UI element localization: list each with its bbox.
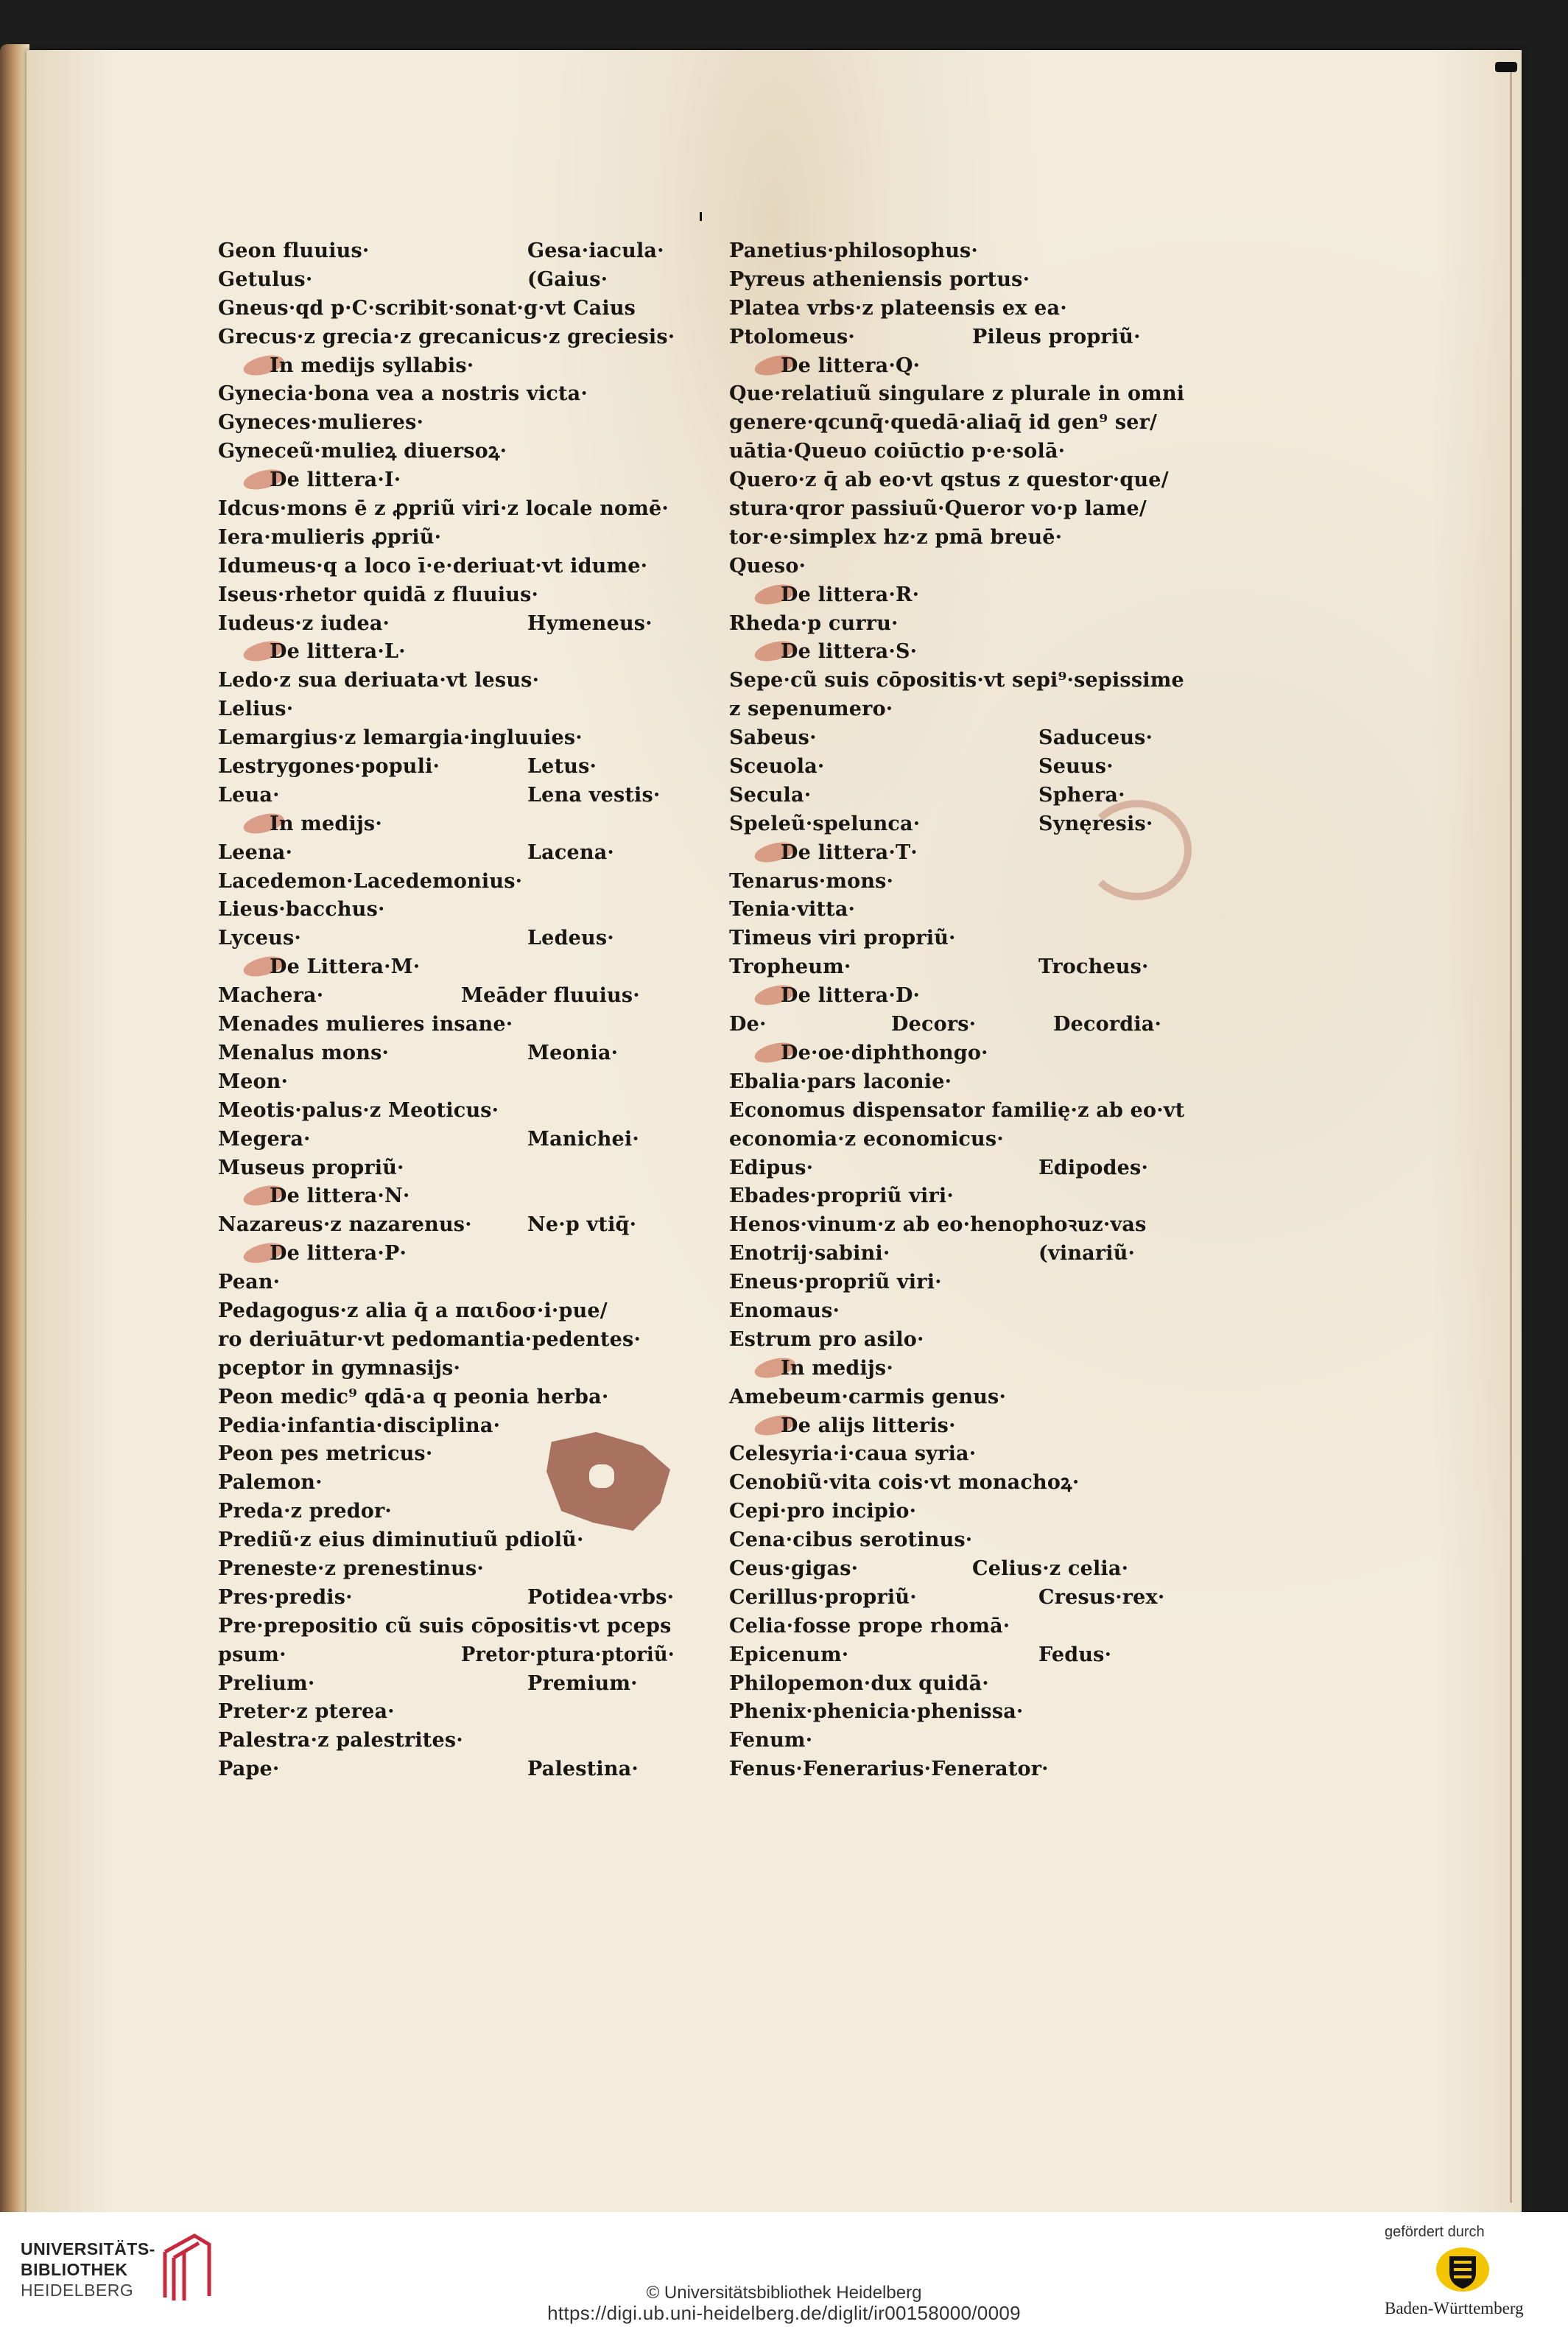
viewer-footer — [0, 2212, 1568, 2327]
lemma-text: Megera· — [218, 1127, 311, 1151]
lemma-entry — [729, 896, 1186, 924]
lemma-entry — [729, 266, 1186, 295]
lemma-text: Fedus· — [1038, 1643, 1112, 1666]
lemma-entry — [218, 1011, 675, 1039]
lemma-entry — [729, 1068, 1186, 1097]
lemma-entry — [218, 1297, 675, 1326]
lemma-entry — [729, 524, 1186, 552]
lemma-entry — [729, 1211, 1186, 1240]
lemma-entry — [729, 1240, 1186, 1268]
lemma-text: Pre·prepositio cũ suis cōpositis·vt pceps — [218, 1614, 672, 1638]
lemma-entry — [218, 552, 675, 581]
lemma-entry — [218, 1584, 675, 1612]
lemma-text: Cresus·rex· — [1038, 1585, 1165, 1609]
lemma-text: Ebades·propriũ viri· — [729, 1184, 954, 1208]
lemma-entry — [218, 1154, 675, 1183]
lemma-text: stura·qror passiuũ·Queror vo·p lame/ — [729, 497, 1147, 521]
lemma-text: Meotis·palus·z Meoticus· — [218, 1098, 499, 1122]
lemma-text: Prediũ·z eius diminutiuũ pdiolũ· — [218, 1528, 584, 1552]
lemma-text: Gneus·qd p·C·scribit·sonat·g·vt Caius — [218, 296, 636, 320]
lemma-entry — [218, 323, 675, 352]
lemma-text: Pileus propriũ· — [972, 325, 1141, 348]
section-heading — [729, 581, 1186, 610]
lemma-text: Pape· — [218, 1758, 280, 1781]
lemma-entry — [729, 953, 1186, 982]
lemma-text: Henos·vinum·z ab eo·henophoꝛuz·vas — [729, 1213, 1147, 1237]
lemma-text: pceptor in gymnasijs· — [218, 1356, 461, 1380]
lemma-text: tor·e·simplex hz·z pmā breuē· — [729, 525, 1063, 549]
lemma-entry — [729, 810, 1186, 839]
lemma-entry — [218, 1440, 675, 1469]
lemma-text: Lacedemon·Lacedemonius· — [218, 869, 523, 893]
lemma-text: Timeus viri propriũ· — [729, 927, 956, 950]
lemma-entry — [218, 438, 675, 466]
lemma-text: Palestra·z palestrites· — [218, 1729, 463, 1752]
lemma-entry — [218, 295, 675, 323]
lemma-entry — [218, 380, 675, 409]
lemma-text: Letus· — [527, 755, 597, 779]
lemma-entry — [218, 1612, 675, 1641]
lemma-entry — [218, 924, 675, 953]
lemma-text: Lyceus· — [218, 927, 301, 950]
lemma-text: Phenix·phenicia·phenissa· — [729, 1700, 1024, 1724]
section-heading — [218, 1182, 675, 1211]
lemma-entry — [218, 782, 675, 810]
column-mark — [700, 212, 702, 221]
lemma-entry — [729, 1727, 1186, 1755]
library-name-line1: UNIVERSITÄTS- — [21, 2239, 155, 2258]
lemma-text: Tropheum· — [729, 955, 851, 979]
lemma-text: Gyneceũ·mulieꝝ diuersoꝝ· — [218, 440, 507, 463]
lemma-entry — [218, 695, 675, 724]
lemma-text: Sabeus· — [729, 726, 817, 750]
lemma-text: Economus dispensator familię·z ab eo·vt — [729, 1098, 1185, 1122]
lemma-entry — [218, 524, 675, 552]
lemma-text: Pedagogus·z alia q̄ a παιδοσ·i·pue/ — [218, 1299, 608, 1322]
lemma-entry — [729, 409, 1186, 438]
lemma-text: Idumeus·q a loco ī·e·deriuat·vt idume· — [218, 554, 648, 578]
lemma-entry — [729, 438, 1186, 466]
lemma-text: Pean· — [218, 1271, 281, 1294]
lemma-entry — [729, 1469, 1186, 1498]
section-heading-text: In medijs· — [270, 812, 382, 835]
section-heading-text: In medijs syllabis· — [270, 354, 474, 377]
lemma-text: Edipus· — [729, 1156, 814, 1179]
lemma-text: Decors· — [891, 1013, 977, 1036]
lemma-text: Preneste·z prenestinus· — [218, 1556, 484, 1580]
lemma-text: Iera·mulieris ꝓpriũ· — [218, 525, 442, 549]
section-heading — [729, 1412, 1186, 1441]
lemma-text: Machera· — [218, 984, 324, 1008]
lemma-entry — [218, 1211, 675, 1240]
lemma-entry — [729, 1698, 1186, 1727]
lemma-entry — [218, 896, 675, 924]
lemma-text: Palestina· — [527, 1758, 639, 1781]
section-heading-text: De littera·T· — [781, 840, 918, 864]
lemma-text: Iudeus·z iudea· — [218, 611, 390, 635]
lemma-entry — [729, 667, 1186, 695]
lemma-entry — [729, 1182, 1186, 1211]
section-heading — [729, 352, 1186, 381]
lemma-text: Iseus·rhetor quidā z fluuius· — [218, 583, 539, 606]
lemma-entry — [729, 1126, 1186, 1154]
lemma-entry — [218, 1039, 675, 1068]
lemma-text: Decordia· — [1053, 1013, 1162, 1036]
section-heading-text: De·oe·diphthongo· — [781, 1041, 988, 1064]
lemma-text: Synęresis· — [1038, 812, 1153, 835]
lemma-text: Preda·z predor· — [218, 1500, 393, 1523]
lemma-entry — [729, 1584, 1186, 1612]
lemma-text: Celius·z celia· — [972, 1556, 1129, 1580]
lemma-text: Menades mulieres insane· — [218, 1013, 513, 1036]
lemma-text: Manichei· — [527, 1127, 639, 1151]
lemma-text: Gesa·iacula· — [527, 239, 664, 262]
lemma-entry — [729, 380, 1186, 409]
lemma-text: Amebeum·carmis genus· — [729, 1385, 1007, 1408]
book-spine — [0, 44, 29, 2217]
lemma-entry — [729, 753, 1186, 782]
lemma-text: Secula· — [729, 783, 812, 807]
lemma-text: Edipodes· — [1038, 1156, 1149, 1179]
lemma-entry — [218, 1641, 675, 1670]
lemma-text: Sphera· — [1038, 783, 1125, 807]
lemma-text: Pres·predis· — [218, 1585, 353, 1609]
section-heading-text: De littera·L· — [270, 640, 406, 664]
lemma-text: Pretor·ptura·ptoriũ· — [461, 1643, 675, 1666]
lemma-text: Cenobiũ·vita cois·vt monachoꝝ· — [729, 1471, 1080, 1495]
lemma-text: Lacena· — [527, 840, 615, 864]
lemma-text: Enomaus· — [729, 1299, 840, 1322]
lemma-entry — [729, 1755, 1186, 1784]
library-name-line3: HEIDELBERG — [21, 2281, 134, 2300]
lemma-entry — [729, 695, 1186, 724]
lemma-text: Sepe·cũ suis cōpositis·vt sepi⁹·sepissime — [729, 669, 1184, 692]
lemma-text: Rheda·p curru· — [729, 611, 899, 635]
lemma-text: Idcus·mons ē z ꝓpriũ viri·z locale nomē· — [218, 497, 669, 521]
lemma-text: Philopemon·dux quidā· — [729, 1671, 989, 1695]
lemma-text: psum· — [218, 1643, 286, 1666]
right-text-column — [729, 237, 1186, 1784]
lemma-text: Seuus· — [1038, 755, 1114, 779]
section-heading-text: De alijs litteris· — [781, 1414, 956, 1437]
lemma-text: Ebalia·pars laconie· — [729, 1070, 952, 1093]
section-heading — [218, 953, 675, 982]
lemma-entry — [218, 868, 675, 896]
section-heading-text: De littera·D· — [781, 984, 921, 1008]
lemma-text: Saduceus· — [1038, 726, 1153, 750]
lemma-entry — [218, 409, 675, 438]
lemma-text: Tenarus·mons· — [729, 869, 894, 893]
lemma-text: Meāder fluuius· — [461, 984, 640, 1008]
section-heading — [218, 638, 675, 667]
section-heading-text: In medijs· — [781, 1356, 893, 1380]
lemma-text: Trocheus· — [1038, 955, 1149, 979]
lemma-entry — [729, 610, 1186, 639]
lemma-text: Cerillus·propriũ· — [729, 1585, 917, 1609]
lemma-entry — [218, 667, 675, 695]
lemma-entry — [218, 839, 675, 868]
page-edge-mark — [1495, 62, 1517, 72]
lemma-entry — [729, 1011, 1186, 1039]
lemma-entry — [218, 1755, 675, 1784]
lemma-entry — [729, 1268, 1186, 1297]
lemma-text: Platea vrbs·z plateensis ex ea· — [729, 296, 1067, 320]
lemma-text: Meon· — [218, 1070, 289, 1093]
lemma-entry — [729, 1326, 1186, 1355]
lemma-entry — [218, 495, 675, 524]
lemma-entry — [218, 1670, 675, 1699]
lemma-text: Fenus·Fenerarius·Fenerator· — [729, 1758, 1049, 1781]
lemma-entry — [218, 266, 675, 295]
lemma-text: Que·relatiuũ singulare z plurale in omni — [729, 382, 1185, 406]
lemma-text: Cena·cibus serotinus· — [729, 1528, 973, 1552]
copyright-text: © Universitätsbibliothek Heidelberg — [646, 2283, 922, 2303]
lemma-text: Lestrygones·populi· — [218, 755, 440, 779]
lemma-entry — [218, 1526, 675, 1555]
lemma-entry — [218, 1555, 675, 1584]
lemma-text: Cepi·pro incipio· — [729, 1500, 917, 1523]
lemma-entry — [218, 1268, 675, 1297]
lemma-text: Peon medic⁹ qdā·a q peonia herba· — [218, 1385, 609, 1408]
section-heading-text: De littera·N· — [270, 1184, 410, 1208]
section-heading — [729, 1355, 1186, 1383]
lemma-entry — [218, 1698, 675, 1727]
lemma-text: ro deriuātur·vt pedomantia·pedentes· — [218, 1327, 641, 1351]
lemma-entry — [729, 868, 1186, 896]
lemma-text: Pyreus atheniensis portus· — [729, 267, 1030, 291]
lemma-entry — [729, 1498, 1186, 1526]
lemma-entry — [218, 1383, 675, 1412]
lemma-text: Lieus·bacchus· — [218, 898, 385, 922]
lemma-entry — [729, 466, 1186, 495]
lemma-entry — [218, 1727, 675, 1755]
lemma-text: Hymeneus· — [527, 611, 653, 635]
lemma-text: Preter·z pterea· — [218, 1700, 395, 1724]
lemma-text: Leua· — [218, 783, 280, 807]
lemma-entry — [729, 323, 1186, 352]
lemma-text: Geon fluuius· — [218, 239, 370, 262]
lemma-entry — [218, 1097, 675, 1126]
lemma-entry — [729, 1297, 1186, 1326]
lemma-text: Lemargius·z lemargia·ingluuies· — [218, 726, 583, 750]
lemma-entry — [729, 295, 1186, 323]
lemma-text: Gynecia·bona vea a nostris victa· — [218, 382, 588, 406]
section-heading — [729, 982, 1186, 1011]
lemma-text: Ledo·z sua deriuata·vt lesus· — [218, 669, 540, 692]
lemma-text: Museus propriũ· — [218, 1156, 404, 1179]
lemma-entry — [218, 1068, 675, 1097]
section-heading — [218, 810, 675, 839]
lemma-text: Ptolomeus· — [729, 325, 856, 348]
lemma-text: uātia·Queuo coiūctio p·e·solā· — [729, 440, 1066, 463]
lemma-entry — [218, 1126, 675, 1154]
lemma-text: Sceuola· — [729, 755, 825, 779]
lemma-entry — [729, 724, 1186, 753]
section-heading — [218, 352, 675, 381]
lemma-entry — [729, 1555, 1186, 1584]
lemma-entry — [729, 237, 1186, 266]
lemma-entry — [729, 1670, 1186, 1699]
lemma-text: (vinariũ· — [1038, 1242, 1136, 1266]
section-heading-text: De littera·P· — [270, 1242, 407, 1266]
lemma-text: Lena vestis· — [527, 783, 661, 807]
lemma-entry — [218, 753, 675, 782]
left-text-column — [218, 237, 675, 1784]
lemma-entry — [729, 495, 1186, 524]
lemma-entry — [218, 1469, 675, 1498]
permalink-url[interactable]: https://digi.ub.uni-heidelberg.de/diglit/ir00158000/0009 — [547, 2302, 1021, 2324]
lemma-entry — [218, 610, 675, 639]
lemma-text: Queso· — [729, 554, 806, 578]
lemma-entry — [729, 1526, 1186, 1555]
lemma-entry — [218, 724, 675, 753]
state-name: Baden-Württemberg — [1385, 2299, 1524, 2317]
lemma-text: Enotrij·sabini· — [729, 1242, 890, 1266]
lemma-text: Leena· — [218, 840, 293, 864]
section-heading — [729, 839, 1186, 868]
lemma-text: De· — [729, 1013, 767, 1036]
lemma-entry — [729, 552, 1186, 581]
lemma-text: Celesyria·i·caua syria· — [729, 1442, 977, 1466]
lemma-entry — [218, 237, 675, 266]
lemma-text: Nazareus·z nazarenus· — [218, 1213, 472, 1237]
lemma-entry — [218, 1355, 675, 1383]
lemma-entry — [729, 1097, 1186, 1126]
lemma-entry — [729, 1612, 1186, 1641]
lemma-text: Celia·fosse prope rhomā· — [729, 1614, 1010, 1638]
lemma-text: Speleũ·spelunca· — [729, 812, 921, 835]
lemma-entry — [729, 782, 1186, 810]
lemma-text: Tenia·vitta· — [729, 898, 856, 922]
section-heading-text: De littera·R· — [781, 583, 920, 606]
lemma-text: Lelius· — [218, 698, 294, 721]
lemma-entry — [729, 1154, 1186, 1183]
lemma-text: Eneus·propriũ viri· — [729, 1271, 942, 1294]
section-heading — [729, 638, 1186, 667]
lemma-text: Fenum· — [729, 1729, 813, 1752]
lemma-text: Ne·p vtiq̄· — [527, 1213, 637, 1237]
section-heading — [218, 466, 675, 495]
lemma-entry — [218, 581, 675, 610]
lemma-text: Premium· — [527, 1671, 638, 1695]
baden-wuerttemberg-crest-icon[interactable] — [1433, 2246, 1492, 2293]
lemma-text: Ledeus· — [527, 927, 614, 950]
lemma-text: Ceus·gigas· — [729, 1556, 859, 1580]
lemma-text: Estrum pro asilo· — [729, 1327, 924, 1351]
lemma-text: Menalus mons· — [218, 1041, 390, 1064]
section-heading — [729, 1039, 1186, 1068]
lemma-text: Grecus·z grecia·z grecanicus·z greciesis· — [218, 325, 675, 348]
lemma-text: economia·z economicus· — [729, 1127, 1004, 1151]
lemma-entry — [218, 982, 675, 1011]
lemma-entry — [729, 1383, 1186, 1412]
lemma-entry — [218, 1412, 675, 1441]
library-name-line2: BIBLIOTHEK — [21, 2260, 128, 2279]
lemma-text: Pedia·infantia·disciplina· — [218, 1414, 501, 1437]
lemma-entry — [729, 924, 1186, 953]
section-heading-text: De Littera·M· — [270, 955, 421, 979]
funded-by-label: gefördert durch — [1385, 2224, 1485, 2240]
lemma-entry — [729, 1440, 1186, 1469]
lemma-text: Peon pes metricus· — [218, 1442, 433, 1466]
lemma-text: genere·qcunq̄·quedā·aliaq̄ id gen⁹ ser/ — [729, 411, 1158, 435]
lemma-text: Meonia· — [527, 1041, 619, 1064]
lemma-text: z sepenumero· — [729, 698, 893, 721]
section-heading — [218, 1240, 675, 1268]
lemma-text: Prelium· — [218, 1671, 315, 1695]
lemma-entry — [218, 1498, 675, 1526]
lemma-entry — [729, 1641, 1186, 1670]
lemma-text: Panetius·philosophus· — [729, 239, 979, 262]
section-heading-text: De littera·I· — [270, 468, 401, 492]
section-heading-text: De littera·Q· — [781, 354, 921, 377]
lemma-entry — [218, 1326, 675, 1355]
section-heading-text: De littera·S· — [781, 640, 918, 664]
lemma-text: Quero·z q̄ ab eo·vt qstus z questor·que/ — [729, 468, 1169, 492]
lemma-text: (Gaius· — [527, 267, 608, 291]
lemma-text: Potidea·vrbs· — [527, 1585, 675, 1609]
lemma-text: Palemon· — [218, 1471, 323, 1495]
lemma-text: Gyneces·mulieres· — [218, 411, 424, 435]
lemma-text: Epicenum· — [729, 1643, 849, 1666]
lemma-text: Getulus· — [218, 267, 313, 291]
page-edge-line — [1510, 66, 1512, 2203]
